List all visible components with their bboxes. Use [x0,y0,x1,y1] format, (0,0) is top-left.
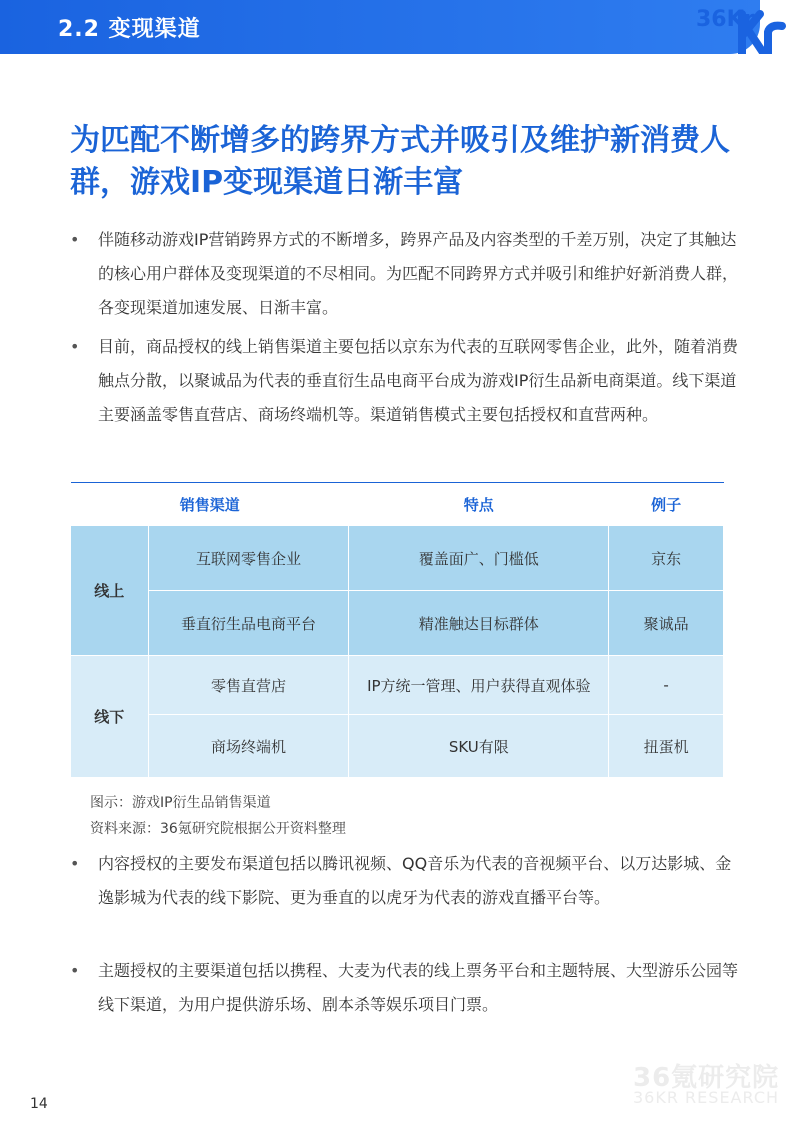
table-row [71,526,724,591]
example-cell: 京东 [609,526,724,591]
bullet-text: 内容授权的主要发布渠道包括以腾讯视频、QQ音乐为代表的音视频平台、以万达影城、金逸影城为代表的线下影院、更为垂直的以虎牙为代表的游戏直播平台等。 [98,854,732,907]
page-heading: 为匹配不断增多的跨界方式并吸引及维护新消费人群，游戏IP变现渠道日渐丰富 [70,123,730,200]
bullet-text: 主题授权的主要渠道包括以携程、大麦为代表的线上票务平台和主题特展、大型游乐公园等线下渠道，为用户提供游乐场、剧本杀等娱乐项目门票。 [98,961,739,1014]
bullet-text: 伴随移动游戏IP营销跨界方式的不断增多，跨界产品及内容类型的千差万别，决定了其触达的核心用户群体及变现渠道的不尽相同。为匹配不同跨界方式并吸引和维护好新消费人群，各变现渠道加速发展、日渐丰富。 [98,230,739,317]
source-caption: 资料来源：36氪研究院根据公开资料整理 [90,821,346,837]
watermark-en: 36KR RESEARCH [633,1088,780,1107]
logo-text: 36Kr [696,7,755,32]
group-label-online: 线上 [71,526,149,656]
header-bar [0,0,760,54]
bullet-dot-icon: • [70,961,80,980]
feature-cell: SKU有限 [349,715,609,778]
header-feature: 特点 [349,483,609,526]
table-row [71,715,724,778]
channel-cell: 互联网零售企业 [148,526,349,591]
page-number: 14 [30,1096,48,1112]
header-sales-channel: 销售渠道 [71,483,349,526]
table-row [71,656,724,715]
table-row [71,591,724,656]
feature-cell: IP方统一管理、用户获得直观体验 [349,656,609,715]
bullet-dot-icon: • [70,337,80,356]
header-example: 例子 [609,483,724,526]
table-header-row [71,483,724,526]
channel-cell: 商场终端机 [148,715,349,778]
watermark-cn: 36氪研究院 [633,1063,780,1093]
sales-channel-table [70,482,724,778]
feature-cell: 覆盖面广、门槛低 [349,526,609,591]
feature-cell: 精准触达目标群体 [349,591,609,656]
bullet-dot-icon: • [70,854,80,873]
figure-caption: 图示：游戏IP衍生品销售渠道 [90,795,271,811]
section-title: 2.2 变现渠道 [58,17,201,42]
example-cell: - [609,656,724,715]
36kr-logo [694,0,794,54]
example-cell: 聚诚品 [609,591,724,656]
group-label-offline: 线下 [71,656,149,778]
bullet-dot-icon: • [70,230,80,249]
example-cell: 扭蛋机 [609,715,724,778]
bullet-text: 目前，商品授权的线上销售渠道主要包括以京东为代表的互联网零售企业，此外，随着消费触点分散，以聚诚品为代表的垂直衍生品电商平台成为游戏IP衍生品新电商渠道。线下渠道主要涵盖零售直营店、商场终端机等。渠道销售模式主要包括授权和直营两种。 [98,337,739,424]
channel-cell: 零售直营店 [148,656,349,715]
channel-cell: 垂直衍生品电商平台 [148,591,349,656]
